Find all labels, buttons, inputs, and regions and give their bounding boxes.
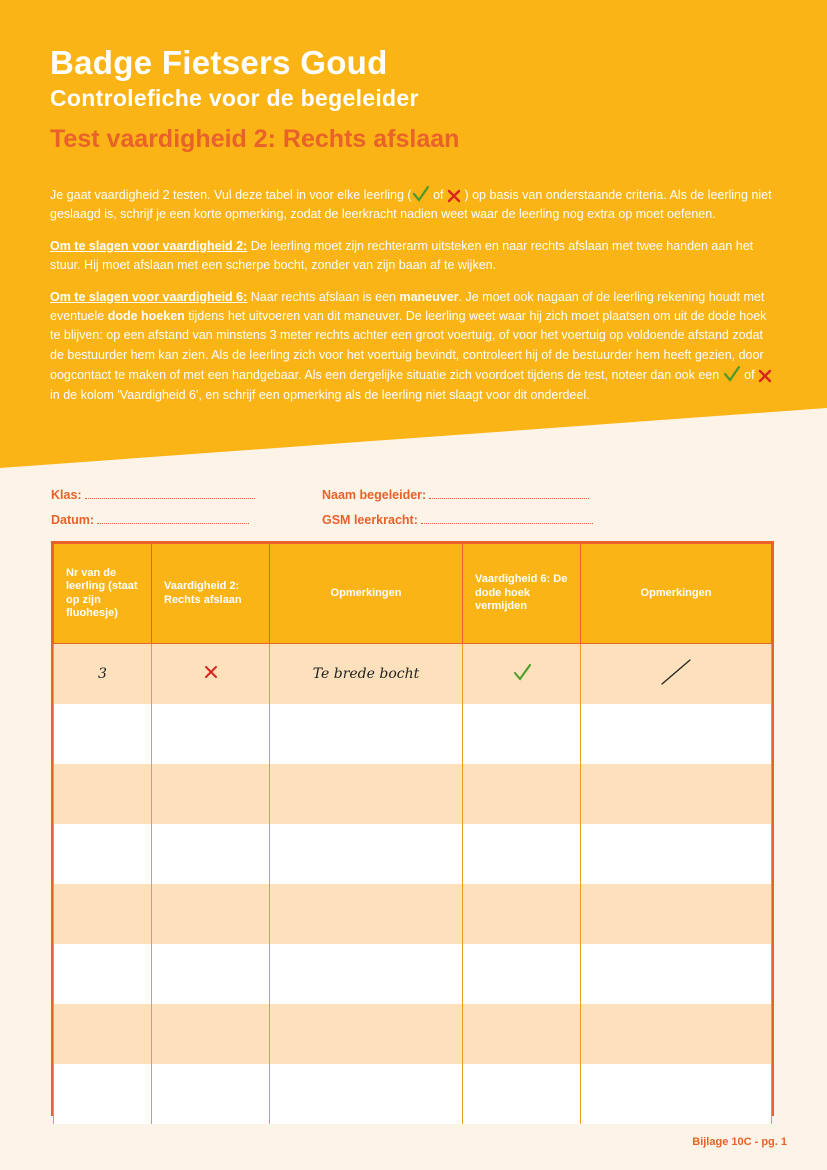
cell-v6[interactable] [463, 644, 581, 705]
control-table [51, 541, 774, 1116]
table-row [54, 884, 772, 944]
table-row [54, 944, 772, 1004]
table-row [54, 764, 772, 824]
cross-icon [204, 665, 218, 679]
slash-mark [659, 657, 693, 687]
instructions [50, 185, 780, 417]
intro-paragraph: Je gaat vaardigheid 2 testen. Vul deze tabel in voor elke leerling ( of ) op basis van onderstaande criteria. Als de leerling niet geslaagd is, schrijf je een korte opmerking, zodat de leerkracht nadien weet waar de leerling nog extra op moet oefenen. [50, 185, 780, 225]
test-title: Test vaardigheid 2: Rechts afslaan [50, 125, 460, 153]
table-row [54, 824, 772, 884]
check-icon [512, 662, 532, 682]
cell-v2[interactable] [152, 644, 270, 705]
page-number: Bijlage 10C - pg. 1 [692, 1136, 787, 1148]
table-row [54, 1064, 772, 1124]
datum-field[interactable]: Datum: [51, 511, 249, 527]
gsm-leerkracht-field[interactable]: GSM leerkracht: [322, 511, 593, 527]
criteria-skill-6: Om te slagen voor vaardigheid 6: Naar rechts afslaan is een maneuver. Je moet ook nagaan of de leerling rekening houdt met eventuele dode hoeken tijdens het uitvoeren van dit maneuver. De leerling weet waar hij zich moet plaatsen om uit de dode hoek te blijven: op een afstand van minstens 3 meter rechts achter een groot voertuig, of voor het voertuig op voldoende afstand zodat de bestuurder hem kan zien. Als de leerling zich voor het voertuig bevindt, controleert hij of de bestuurder hem heeft gezien, door oogcontact te maken of met een handgebaar. Als een dergelijke situatie zich voordoet tijdens de test, noteer dan ook een of in de kolom 'Vaardigheid 6', en schrijf een opmerking als de leerling niet slaagt voor dit onderdeel. [50, 288, 780, 405]
header-nr: Nr van de leerling (staat op zijn fluohesje) [54, 544, 152, 644]
naam-begeleider-field[interactable]: Naam begeleider: [322, 486, 589, 502]
cross-icon [447, 189, 461, 203]
header-opmerkingen-1: Opmerkingen [270, 544, 463, 644]
header-vaardigheid-6: Vaardigheid 6: De dode hoek vermijden [463, 544, 581, 644]
cell-nr[interactable]: 3 [54, 644, 152, 705]
page-subtitle: Controlefiche voor de begeleider [50, 85, 419, 111]
header [50, 44, 790, 154]
table-row [54, 1004, 772, 1064]
check-icon [412, 185, 430, 203]
header-vaardigheid-2: Vaardigheid 2: Rechts afslaan [152, 544, 270, 644]
cell-opmerking-2[interactable] [581, 644, 772, 705]
table-row [54, 704, 772, 764]
header-opmerkingen-2: Opmerkingen [581, 544, 772, 644]
table-header-row [54, 544, 772, 644]
table-row-example [54, 644, 772, 705]
page-title: Badge Fietsers Goud [50, 44, 388, 81]
klas-field[interactable]: Klas: [51, 486, 255, 502]
cross-icon [758, 369, 772, 383]
criteria-skill-2: Om te slagen voor vaardigheid 2: De leerling moet zijn rechterarm uitsteken en naar rechts afslaan met twee handen aan het stuur. Hij moet afslaan met een scherpe bocht, zonder van zijn baan af te wijken. [50, 238, 754, 273]
check-icon [723, 365, 741, 383]
cell-opmerking-1[interactable]: Te brede bocht [270, 644, 463, 705]
